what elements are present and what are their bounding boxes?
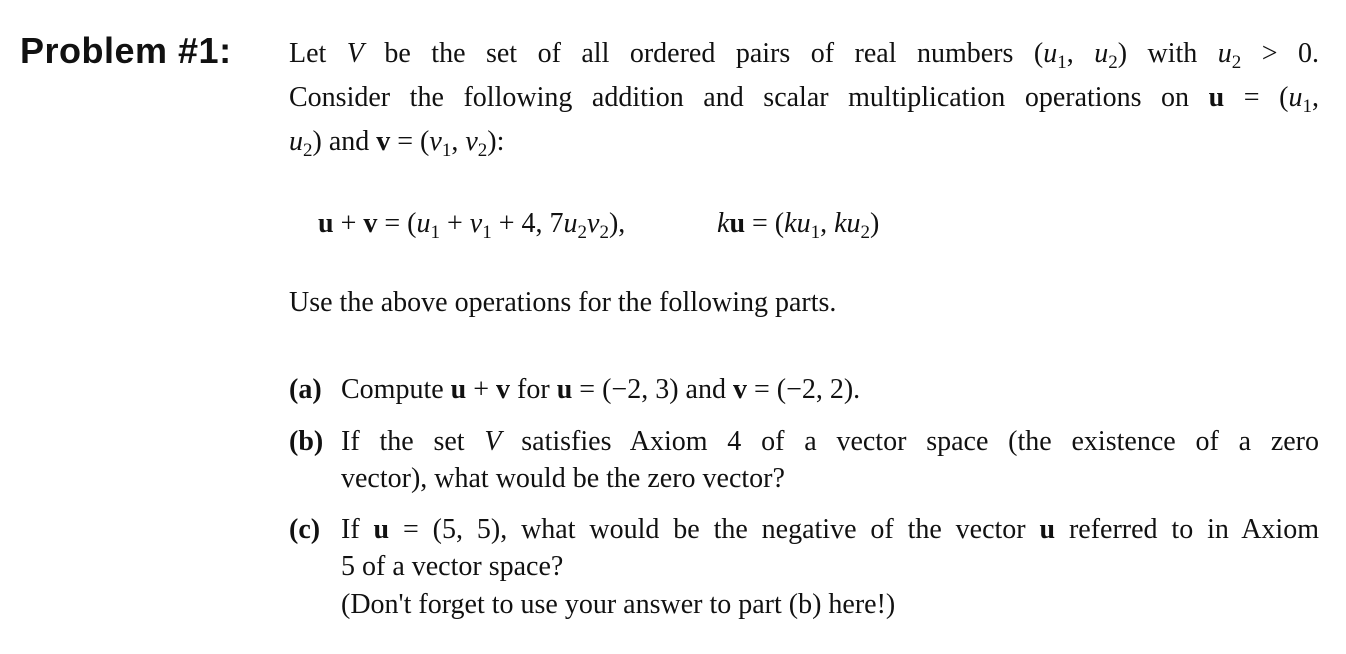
- intro-line-1: Let V be the set of all ordered pairs of real numbers ($u_1$, $u_2$) with $u_2 > 0$.: [289, 38, 1320, 73]
- addition-operation: $u + v = (u_1 + v_1 + 4$, $7u_2v_2$),: [318, 208, 626, 243]
- part-a-text: Compute u + v for u = (−2, 3) and v = (−2, 2).: [341, 374, 861, 405]
- part-a-label: (a): [289, 374, 322, 405]
- intro-line-3: $u_2$) and $v = (v_1$, $v_2$):: [289, 126, 505, 161]
- intro-line-2: Consider the following addition and scalar multiplication operations on $u = (u_1$,: [289, 82, 1319, 117]
- part-b-text-line-1: If the set V satisfies Axiom 4 of a vector space (the existence of a zero: [341, 426, 1319, 457]
- scalar-operation: ku = ($ku_1$, $ku_2$): [717, 208, 880, 243]
- problem-label: Problem #1:: [20, 30, 232, 71]
- part-c-text-line-2: 5 of a vector space?: [341, 551, 564, 582]
- part-b-label: (b): [289, 426, 324, 457]
- part-c-text-line-3: (Don't forget to use your answer to part (b) here!): [341, 589, 896, 620]
- part-c-text-line-1: If u = (5, 5), what would be the negative of the vector u referred to in Axiom: [341, 514, 1319, 545]
- instruction-text: Use the above operations for the following parts.: [289, 287, 837, 318]
- part-c-label: (c): [289, 514, 321, 545]
- part-b-text-line-2: vector), what would be the zero vector?: [341, 463, 785, 494]
